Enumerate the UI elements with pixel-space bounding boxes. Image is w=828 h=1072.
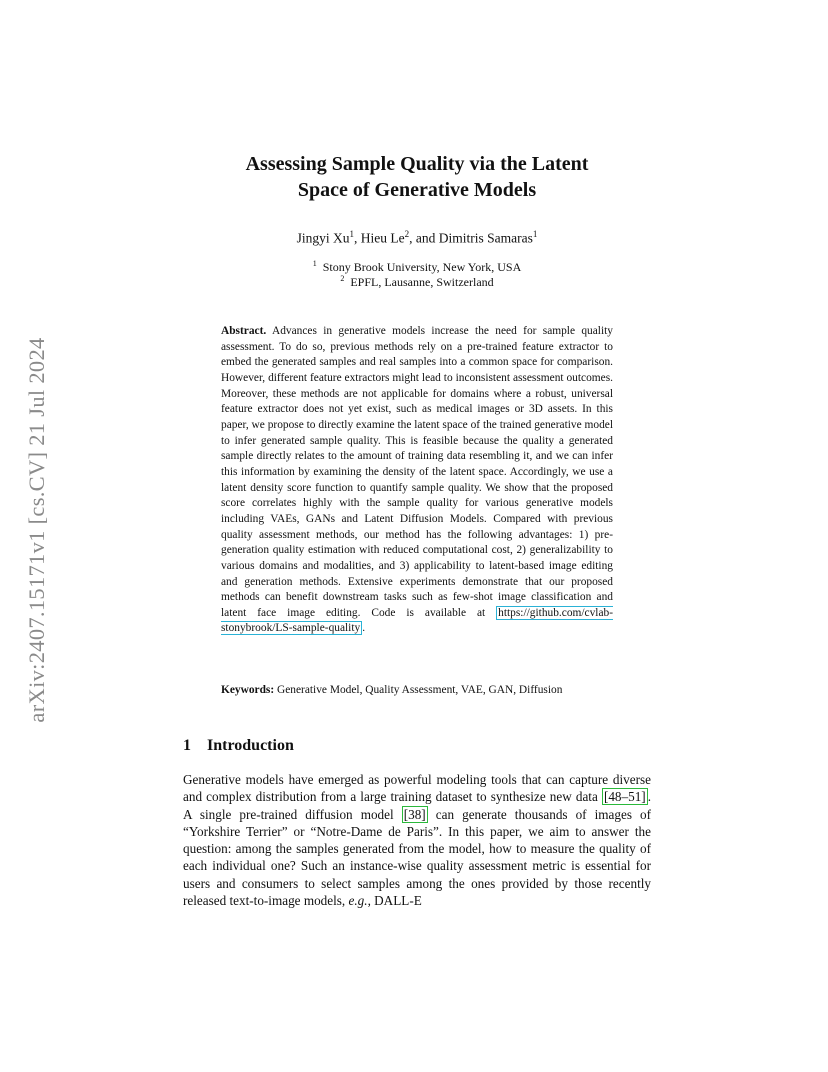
affiliation-text: EPFL, Lausanne, Switzerland <box>350 275 494 289</box>
abstract-end: . <box>362 622 366 635</box>
intro-paragraph <box>183 771 651 909</box>
author-separator: , <box>354 230 361 246</box>
section-number: 1 <box>183 737 191 754</box>
author-affil-mark: 2 <box>404 229 410 239</box>
author-name: Dimitris Samaras <box>438 230 533 246</box>
title-line-2: Space of Generative Models <box>297 179 537 201</box>
title-line-1: Assessing Sample Quality via the Latent <box>245 153 589 175</box>
author-name: Jingyi Xu <box>296 230 350 246</box>
code-link[interactable]: https://github.com/cvlab-stonybrook/LS-sample-quality <box>221 606 613 635</box>
author-name: Hieu Le <box>360 230 405 246</box>
intro-text: , DALL-E <box>367 893 422 909</box>
keywords-label: Keywords: <box>221 684 275 696</box>
intro-text: can generate thousands of images of “Yorkshire Terrier” or “Notre-Dame de Paris”. In this paper, we aim to answer the question: among the samples generated from the model, how to measure the quality of each individual one? Such an instance-wise quality assessment metric is essential for users and consumers to select samples among the ones provided by those recently released text-to-image models, <box>183 806 652 909</box>
author-list <box>0 229 828 247</box>
citation-link[interactable]: [48–51] <box>603 789 646 805</box>
affiliation-1 <box>0 259 828 275</box>
abstract-label: Abstract. <box>221 325 267 337</box>
arxiv-identifier <box>22 300 52 760</box>
affiliation-mark: 2 <box>340 274 345 283</box>
keywords-text: Generative Model, Quality Assessment, VAE, GAN, Diffusion <box>277 684 563 696</box>
paper-title <box>0 151 828 203</box>
author-separator: , and <box>409 230 439 246</box>
author-affil-mark: 1 <box>532 229 538 239</box>
author-affil-mark: 1 <box>349 229 355 239</box>
abstract-text: Advances in generative models increase the need for sample quality assessment. To do so, previous methods rely on a pre-trained feature extractor to embed the generated samples and real samples into a common space for comparison. However, different feature extractors might lead to inconsistent assessment outcomes. Moreover, these methods are not applicable for domains where a robust, universal feature extractor does not yet exist, such as medical images or 3D assets. In this paper, we propose to directly examine the latent space of the trained generative model to infer generated sample quality. This is feasible because the quality a generated sample directly relates to the amount of training data resembling it, and we can infer this information by examining the density of the latent space. Accordingly, we use a latent density score function to quantify sample quality. We show that the proposed score correlates highly with the sample quality for various generative models including VAEs, GANs and Latent Diffusion Models. Compared with previous quality assessment methods, our method has the following advantages: 1) pre-generation quality estimation with reduced computational cost, 2) generalizability to various domains and modalities, and 3) applicability to latent-based image editing and generation methods. Extensive experiments demonstrate that our proposed methods can benefit downstream tasks such as few-shot image classification and latent face image editing. Code is available at <box>221 325 614 619</box>
intro-eg: e.g. <box>348 893 368 909</box>
intro-text: . A single pre-trained diffusion model <box>183 789 651 822</box>
section-heading <box>183 737 294 755</box>
affiliation-2 <box>0 274 828 290</box>
abstract <box>221 324 613 637</box>
citation-link[interactable]: [38] <box>403 806 426 822</box>
arxiv-id-text: arXiv:2407.15171v1 [cs.CV] 21 Jul 2024 <box>24 337 49 723</box>
intro-text: Generative models have emerged as powerful modeling tools that can capture diverse and complex distribution from a large training dataset to synthesize new data <box>183 772 651 805</box>
keywords <box>221 683 613 699</box>
section-title: Introduction <box>207 737 294 754</box>
affiliation-mark: 1 <box>312 259 317 268</box>
affiliation-text: Stony Brook University, New York, USA <box>322 260 522 274</box>
